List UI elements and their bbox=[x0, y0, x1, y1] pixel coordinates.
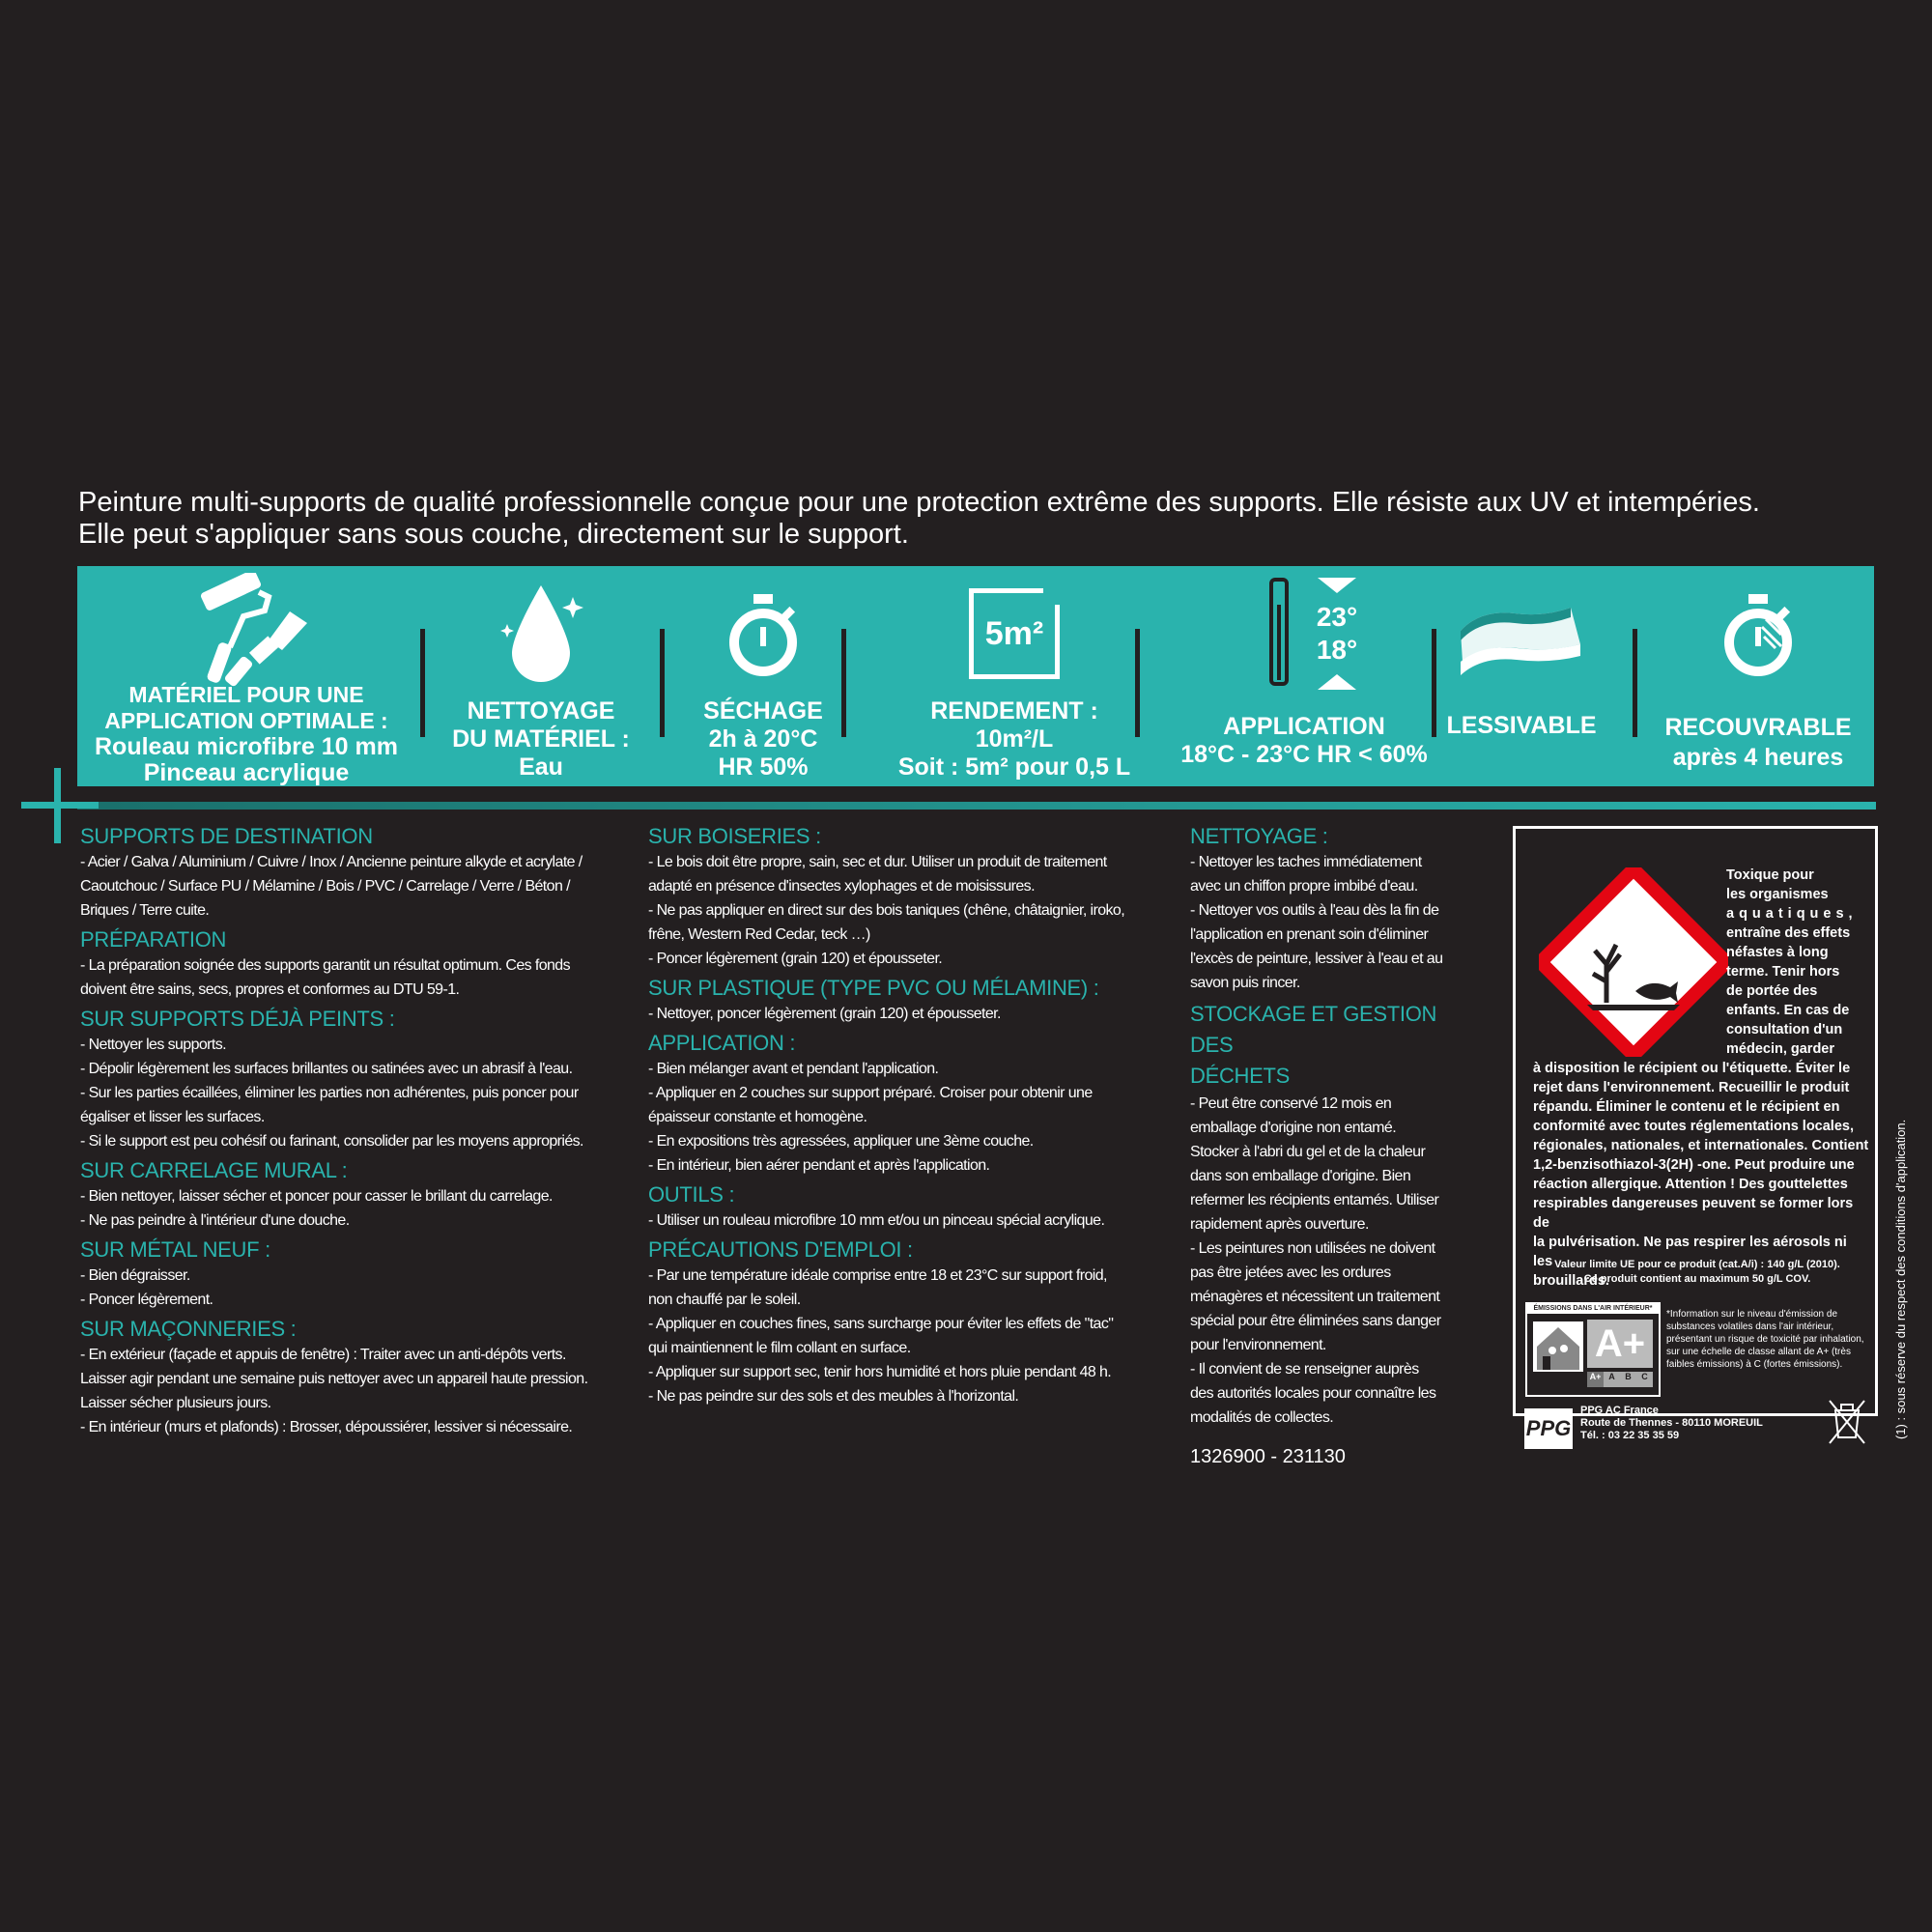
hazard-text-line: respirables dangereuses peuvent se former lors de bbox=[1533, 1196, 1854, 1231]
hazard-text-line: brouillards. bbox=[1533, 1273, 1609, 1289]
section-title: SUR MAÇONNERIES : bbox=[80, 1317, 297, 1341]
emissions-note-line: sur une échelle de classe allant de A+ (très bbox=[1666, 1347, 1851, 1357]
scale-a: A bbox=[1604, 1372, 1620, 1387]
section-title: SUR SUPPORTS DÉJÀ PEINTS : bbox=[80, 1007, 395, 1031]
intro-text bbox=[78, 487, 1894, 551]
feature-material bbox=[77, 566, 415, 786]
coverage-square-icon bbox=[969, 566, 1060, 701]
separator bbox=[660, 629, 665, 737]
cov-line-2: Ce produit contient au maximum 50 g/L COV. bbox=[1583, 1273, 1811, 1285]
water-drop-icon bbox=[497, 566, 584, 701]
emissions-note bbox=[1666, 1308, 1869, 1371]
text-line: non chauffé par le soleil. bbox=[648, 1292, 801, 1308]
section-title: PRÉPARATION bbox=[80, 927, 227, 952]
feature-recoat-line-1: RECOUVRABLE bbox=[1664, 714, 1852, 741]
hazard-text-line: aquatiques, bbox=[1726, 906, 1858, 922]
separator bbox=[1135, 629, 1140, 737]
text-line: - Acier / Galva / Aluminium / Cuivre / Inox / Ancienne peinture alkyde et acrylate / bbox=[80, 854, 582, 870]
text-line: rapidement après ouverture. bbox=[1190, 1216, 1369, 1233]
feature-application bbox=[1159, 566, 1449, 786]
section-title: PRÉCAUTIONS D'EMPLOI : bbox=[648, 1237, 913, 1262]
text-line: modalités de collectes. bbox=[1190, 1409, 1334, 1426]
emissions-note-line: faibles émissions) à C (fortes émissions). bbox=[1666, 1359, 1843, 1370]
text-line: Briques / Terre cuite. bbox=[80, 902, 210, 919]
ppg-logo: PPG bbox=[1524, 1408, 1573, 1449]
separator bbox=[841, 629, 846, 737]
thermometer-icon bbox=[1217, 566, 1391, 701]
feature-material-line-2: APPLICATION OPTIMALE : bbox=[104, 708, 388, 733]
hazard-text-line: enfants. En cas de bbox=[1726, 1003, 1850, 1018]
text-line: pour l'environnement. bbox=[1190, 1337, 1326, 1353]
text-line: - La préparation soignée des supports garantit un résultat optimum. Ces fonds bbox=[80, 957, 571, 974]
feature-drying bbox=[667, 566, 860, 786]
hazard-text-line: les organismes bbox=[1726, 887, 1829, 902]
text-line: - Bien dégraisser. bbox=[80, 1267, 190, 1284]
feature-coverage-line-3: Soit : 5m² pour 0,5 L bbox=[897, 753, 1131, 781]
hazard-text-line: néfastes à long bbox=[1726, 945, 1829, 960]
hazard-text-line: la pulvérisation. Ne pas respirer les aérosols ni les bbox=[1533, 1235, 1847, 1269]
text-line: - Ne pas peindre sur des sols et des meubles à l'horizontal. bbox=[648, 1388, 1019, 1405]
section-title: SUPPORTS DE DESTINATION bbox=[80, 824, 373, 848]
hazard-text-line: entraîne des effets bbox=[1726, 925, 1851, 941]
text-line: égaliser et lisser les surfaces. bbox=[80, 1109, 265, 1125]
text-line: - Utiliser un rouleau microfibre 10 mm et/ou un pinceau spécial acrylique. bbox=[648, 1212, 1105, 1229]
feature-washable-line-1: LESSIVABLE bbox=[1446, 712, 1597, 739]
hazard-text-line: consultation d'un bbox=[1726, 1022, 1843, 1037]
crossed-bin-icon bbox=[1828, 1399, 1866, 1445]
feature-cleaning-line-2: DU MATÉRIEL : bbox=[452, 725, 630, 753]
hazard-text-line: répandu. Éliminer le contenu et le récipient en bbox=[1533, 1099, 1840, 1115]
feature-application-line-2: 18°C - 23°C HR < 60% bbox=[1180, 741, 1428, 768]
hazard-text-line: conformité avec toutes réglementations locales, bbox=[1533, 1119, 1854, 1134]
company-info bbox=[1580, 1405, 1763, 1442]
intro-line-2: Elle peut s'appliquer sans sous couche, directement sur le support. bbox=[78, 519, 909, 550]
text-line: - Poncer légèrement (grain 120) et épousseter. bbox=[648, 951, 943, 967]
feature-drying-line-1: SÉCHAGE bbox=[703, 697, 823, 724]
feature-coverage-line-2: 10m²/L bbox=[975, 725, 1054, 753]
text-line: - Par une température idéale comprise entre 18 et 23°C sur support froid, bbox=[648, 1267, 1107, 1284]
text-line: - Nettoyer, poncer légèrement (grain 120) et épousseter. bbox=[648, 1006, 1001, 1022]
hazard-text-line: 1,2-benzisothiazol-3(2H) -one. Peut produire une bbox=[1533, 1157, 1855, 1173]
feature-material-line-4: Pinceau acrylique bbox=[143, 759, 350, 786]
text-line: - Nettoyer les supports. bbox=[80, 1037, 226, 1053]
thermometer-max-text: 23° bbox=[1316, 602, 1358, 632]
text-line: Laisser sécher plusieurs jours. bbox=[80, 1395, 271, 1411]
scale-a-plus: A+ bbox=[1587, 1372, 1604, 1387]
feature-material-line-3: Rouleau microfibre 10 mm bbox=[95, 733, 398, 760]
emissions-scale bbox=[1587, 1372, 1653, 1387]
cov-line-1: Valeur limite UE pour ce produit (cat.A/i) : 140 g/L (2010). bbox=[1554, 1259, 1840, 1270]
section-title: NETTOYAGE : bbox=[1190, 824, 1328, 848]
separator bbox=[1432, 629, 1436, 737]
company-name: PPG AC France bbox=[1580, 1405, 1659, 1416]
text-line: l'excès de peinture, lessiver à l'eau et au bbox=[1190, 951, 1443, 967]
feature-application-line-1: APPLICATION bbox=[1223, 713, 1385, 740]
text-line: Laisser agir pendant une semaine puis nettoyer avec un appareil haute pression. bbox=[80, 1371, 588, 1387]
emissions-note-line: présentant un risque de toxicité par inhalation, bbox=[1666, 1334, 1864, 1345]
text-line: ménagères et nécessitent un traitement bbox=[1190, 1289, 1440, 1305]
text-line: adapté en présence d'insectes xylophages et de moisissures. bbox=[648, 878, 1035, 895]
coverage-icon-text: 5m² bbox=[984, 614, 1044, 652]
feature-cleaning-line-1: NETTOYAGE bbox=[467, 697, 615, 724]
hazard-text-line: médecin, garder bbox=[1726, 1041, 1835, 1057]
feature-drying-line-3: HR 50% bbox=[718, 753, 809, 781]
features-band bbox=[77, 566, 1874, 786]
hazard-text-line: réaction allergique. Attention ! Des gouttelettes bbox=[1533, 1177, 1848, 1192]
stopwatch-icon bbox=[724, 566, 802, 701]
company-phone: Tél. : 03 22 35 35 59 bbox=[1580, 1430, 1680, 1441]
text-line: - Appliquer en couches fines, sans surcharge pour éviter les effets de "tac" bbox=[648, 1316, 1114, 1332]
thermometer-min-text: 18° bbox=[1316, 635, 1358, 665]
feature-cleaning bbox=[430, 566, 652, 786]
house-icon bbox=[1533, 1321, 1583, 1372]
feature-drying-line-2: 2h à 20°C bbox=[708, 725, 818, 753]
text-line: emballage d'origine non entamé. bbox=[1190, 1120, 1397, 1136]
divider-rule bbox=[77, 802, 1876, 810]
text-line: épaisseur constante et homogène. bbox=[648, 1109, 867, 1125]
hazard-side-text bbox=[1726, 866, 1869, 1059]
roller-brush-icon bbox=[174, 566, 319, 696]
feature-material-line-1: MATÉRIEL POUR UNE bbox=[128, 682, 364, 707]
column-application bbox=[648, 823, 1170, 1408]
text-line: - Le bois doit être propre, sain, sec et dur. Utiliser un produit de traitement bbox=[648, 854, 1107, 870]
section-title: SUR BOISERIES : bbox=[648, 824, 821, 848]
hazard-panel bbox=[1513, 826, 1878, 1416]
scale-b: B bbox=[1620, 1372, 1636, 1387]
emissions-title: ÉMISSIONS DANS L'AIR INTÉRIEUR* bbox=[1527, 1304, 1659, 1314]
emissions-note-line: substances volatiles dans l'air intérieur, bbox=[1666, 1321, 1834, 1332]
text-line: doivent être sains, secs, propres et conformes au DTU 59-1. bbox=[80, 981, 460, 998]
coverage-square bbox=[969, 588, 1060, 679]
text-line: - En intérieur, bien aérer pendant et après l'application. bbox=[648, 1157, 990, 1174]
text-line: savon puis rincer. bbox=[1190, 975, 1300, 991]
text-line: pas être jetées avec les ordures bbox=[1190, 1264, 1391, 1281]
text-line: dans son emballage d'origine. Bien bbox=[1190, 1168, 1411, 1184]
separator bbox=[1633, 629, 1637, 737]
text-line: frêne, Western Red Cedar, teck …) bbox=[648, 926, 870, 943]
text-line: l'application en prenant soin d'éliminer bbox=[1190, 926, 1429, 943]
text-line: - Nettoyer les taches immédiatement bbox=[1190, 854, 1422, 870]
text-line: - Poncer légèrement. bbox=[80, 1292, 213, 1308]
feature-recoat-line-2: après 4 heures bbox=[1672, 744, 1844, 771]
feature-coverage-line-1: RENDEMENT : bbox=[930, 697, 1098, 724]
stopwatch-recoat-icon bbox=[1719, 566, 1797, 701]
separator bbox=[420, 629, 425, 737]
sponge-icon bbox=[1449, 566, 1594, 701]
text-line: refermer les récipients entamés. Utiliser bbox=[1190, 1192, 1439, 1208]
text-line: - Bien nettoyer, laisser sécher et poncer pour casser le brillant du carrelage. bbox=[80, 1188, 553, 1205]
scale-c: C bbox=[1636, 1372, 1653, 1387]
feature-cleaning-line-3: Eau bbox=[519, 753, 563, 781]
emissions-grade: A+ bbox=[1587, 1320, 1653, 1368]
text-line: - Appliquer en 2 couches sur support préparé. Croiser pour obtenir une bbox=[648, 1085, 1093, 1101]
hazard-text-line: à disposition le récipient ou l'étiquette. Éviter le bbox=[1533, 1061, 1851, 1076]
intro-line-1: Peinture multi-supports de qualité professionnelle conçue pour une protection extrême des supports. Elle résiste aux UV et intempéries. bbox=[78, 487, 1760, 518]
section-title: APPLICATION : bbox=[648, 1031, 796, 1055]
text-line: des autorités locales pour connaître les bbox=[1190, 1385, 1436, 1402]
reference-code: 1326900 - 231130 bbox=[1190, 1446, 1346, 1467]
feature-recoat bbox=[1642, 566, 1874, 786]
text-line: qui maintiennent le film collant en surface. bbox=[648, 1340, 911, 1356]
text-line: - En extérieur (façade et appuis de fenêtre) : Traiter avec un anti-dépôts verts. bbox=[80, 1347, 566, 1363]
column-supports bbox=[80, 823, 627, 1439]
hazard-text-line: régionales, nationales, et internationales. Contient bbox=[1533, 1138, 1869, 1153]
text-line: - Si le support est peu cohésif ou farinant, consolider par les moyens appropriés. bbox=[80, 1133, 583, 1150]
environment-hazard-icon bbox=[1539, 867, 1728, 1057]
text-line: spécial pour être éliminées sans danger bbox=[1190, 1313, 1441, 1329]
text-line: Stocker à l'abri du gel et de la chaleur bbox=[1190, 1144, 1426, 1160]
text-line: - Ne pas appliquer en direct sur des bois taniques (chêne, châtaignier, iroko, bbox=[648, 902, 1125, 919]
feature-coverage bbox=[850, 566, 1179, 786]
company-address: Route de Thennes - 80110 MOREUIL bbox=[1580, 1417, 1763, 1429]
text-line: - Appliquer sur support sec, tenir hors humidité et hors pluie pendant 48 h. bbox=[648, 1364, 1112, 1380]
text-line: - Sur les parties écaillées, éliminer les parties non adhérentes, puis poncer pour bbox=[80, 1085, 579, 1101]
column-cleaning-storage bbox=[1190, 823, 1464, 1469]
hazard-body-text bbox=[1533, 1059, 1869, 1291]
cov-limit bbox=[1533, 1258, 1861, 1287]
text-line: Caoutchouc / Surface PU / Mélamine / Bois / PVC / Carrelage / Verre / Béton / bbox=[80, 878, 570, 895]
hazard-text-line: rejet dans l'environnement. Recueillir le produit bbox=[1533, 1080, 1850, 1095]
section-title: SUR PLASTIQUE (TYPE PVC OU MÉLAMINE) : bbox=[648, 976, 1099, 1000]
text-line: - Peut être conservé 12 mois en bbox=[1190, 1095, 1392, 1112]
plus-icon-vertical bbox=[54, 768, 61, 843]
hazard-text-line: Toxique pour bbox=[1726, 867, 1814, 883]
text-line: - Nettoyer vos outils à l'eau dès la fin de bbox=[1190, 902, 1439, 919]
hazard-text-line: de portée des bbox=[1726, 983, 1818, 999]
text-line: - En expositions très agressées, appliquer une 3ème couche. bbox=[648, 1133, 1034, 1150]
feature-washable bbox=[1439, 566, 1604, 786]
section-title-2: DÉCHETS bbox=[1190, 1064, 1291, 1088]
hazard-text-line: terme. Tenir hors bbox=[1726, 964, 1840, 980]
text-line: - Bien mélanger avant et pendant l'application. bbox=[648, 1061, 939, 1077]
section-title: SUR CARRELAGE MURAL : bbox=[80, 1158, 348, 1182]
emissions-label bbox=[1525, 1302, 1661, 1397]
conditions-footnote: (1) : sous réserve du respect des conditions d'application. bbox=[1893, 1119, 1908, 1439]
section-title: SUR MÉTAL NEUF : bbox=[80, 1237, 270, 1262]
text-line: avec un chiffon propre imbibé d'eau. bbox=[1190, 878, 1418, 895]
text-line: - Les peintures non utilisées ne doivent bbox=[1190, 1240, 1435, 1257]
text-line: - Dépolir légèrement les surfaces brillantes ou satinées avec un abrasif à l'eau. bbox=[80, 1061, 573, 1077]
emissions-note-line: *Information sur le niveau d'émission de bbox=[1666, 1309, 1838, 1320]
section-title: STOCKAGE ET GESTION DES bbox=[1190, 1002, 1437, 1057]
text-line: - Ne pas peindre à l'intérieur d'une douche. bbox=[80, 1212, 350, 1229]
text-line: - En intérieur (murs et plafonds) : Brosser, dépoussiérer, lessiver si nécessaire. bbox=[80, 1419, 573, 1435]
text-line: - Il convient de se renseigner auprès bbox=[1190, 1361, 1419, 1378]
section-title: OUTILS : bbox=[648, 1182, 735, 1207]
